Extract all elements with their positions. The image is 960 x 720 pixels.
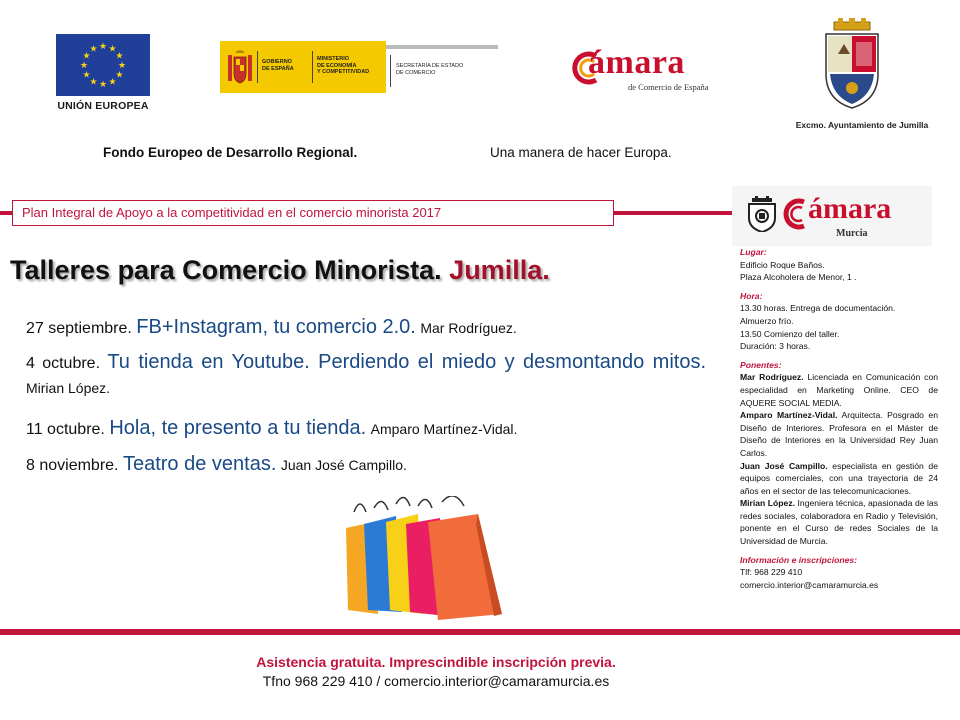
eu-flag-logo xyxy=(56,34,150,96)
camara-murcia-city: Murcia xyxy=(836,228,868,239)
eu-star-icon: ★ xyxy=(82,69,91,80)
info-panel: Lugar: Edificio Roque Baños. Plaza Alcoholera de Menor, 1 . Hora: 13.30 horas. Entrega de documentación. Almuerzo frío. 13.50 Comienzo del taller. Duración: 3 horas. Ponentes: Mar Rodríguez. Licenciada en Comunicación con especialidad en Marketing Online. CEO de AQUERE SOCIAL MEDIA. Amparo Martínez-Vidal. Arquitecta. Posgrado en Diseño de Interiores. Profesora en el Máster de Diseño de Interiores en la Universidad Rey Juan Carlos. Juan José Campillo. especialista en gestión de equipos comerciales, con una trayectoria de 24 años en el sector de las telecomunicaciones. Mirian López. Ingeniera técnica, apasionada de las redes sociales, colaboradora en Radio y Televisión, ponente en el Curso de redes Sociales de la Universidad de Murcia. Información e inscripciones: Tlf: 968 229 410 comercio.interior@camaramurcia.es xyxy=(740,247,939,590)
lugar-line: Edificio Roque Baños. xyxy=(740,259,825,270)
lugar-heading: Lugar xyxy=(740,247,764,257)
ponente-item xyxy=(740,371,938,409)
ministerio-line: Y COMPETITIVIDAD xyxy=(317,69,370,75)
eu-star-icon: ★ xyxy=(89,43,98,54)
ponente-name: Amparo Martínez-Vidal. xyxy=(740,410,838,421)
camara-word: ámara xyxy=(588,44,685,81)
plan-text: Plan Integral de Apoyo a la competitividad en el comercio minorista 2017 xyxy=(22,205,442,220)
session-speaker: Juan José Campillo. xyxy=(280,457,407,473)
eu-star-icon: ★ xyxy=(108,43,117,54)
session-topic: Hola, te presento a tu tienda. xyxy=(109,417,367,439)
session-topic: FB+Instagram, tu comercio 2.0. xyxy=(136,316,416,338)
ponente-name: Mar Rodríguez. xyxy=(740,372,804,383)
eu-stars-icon xyxy=(56,34,150,96)
eu-label: UNIÓN EUROPEA xyxy=(57,100,149,112)
session-speaker: Amparo Martínez-Vidal. xyxy=(370,421,518,437)
coat-of-arms-icon xyxy=(226,47,254,87)
shopping-bags-illustration xyxy=(340,496,510,624)
gobierno-espana-logo xyxy=(220,41,498,93)
camara-sub: de Comercio de España xyxy=(628,82,709,92)
eu-star-icon: ★ xyxy=(79,60,89,70)
hora-line: Almuerzo frío. xyxy=(740,315,794,326)
murcia-crest-icon xyxy=(746,196,778,232)
eu-star-icon: ★ xyxy=(98,41,108,51)
jumilla-coat-of-arms-icon xyxy=(820,18,884,110)
lugar-line: Plaza Alcoholera de Menor, 1 . xyxy=(740,272,857,283)
gobierno-line: DE ESPAÑA xyxy=(262,65,294,72)
eu-star-icon: ★ xyxy=(115,69,124,80)
eu-star-icon: ★ xyxy=(108,76,117,87)
fondo-europeo-text: Fondo Europeo de Desarrollo Regional. xyxy=(103,145,358,160)
page-title xyxy=(10,255,550,286)
session-item xyxy=(26,315,706,341)
eu-star-icon: ★ xyxy=(115,50,124,61)
ayuntamiento-label: Excmo. Ayuntamiento de Jumilla xyxy=(795,120,929,130)
camara-murcia-c-icon xyxy=(780,196,810,232)
session-date: 4 octubre. xyxy=(26,355,101,372)
eu-star-icon: ★ xyxy=(117,60,127,70)
title-place: Jumilla. xyxy=(449,255,550,285)
footer-notice: Asistencia gratuita. Imprescindible inscripción previa. xyxy=(256,654,616,670)
inscripciones-heading: Información e inscripciones xyxy=(740,554,855,565)
info-phone: Tlf: 968 229 410 xyxy=(740,567,803,578)
session-speaker: Mar Rodríguez. xyxy=(420,320,517,336)
shopping-bag-icon xyxy=(428,496,502,620)
ponente-item xyxy=(740,409,938,459)
eu-star-icon: ★ xyxy=(98,79,108,89)
session-date: 11 octubre. xyxy=(26,421,105,438)
eu-star-icon: ★ xyxy=(89,76,98,87)
camara-murcia-logo xyxy=(732,186,932,246)
manera-europa-text: Una manera de hacer Europa. xyxy=(490,145,672,160)
ponente-bio: especialista en gestión de equipos comerciales, con una trayectoria de 24 años en el sector de las telecomunicaciones. xyxy=(740,460,938,496)
gobierno-line: GOBIERNO xyxy=(262,59,292,65)
hora-line: 13.50 Comienzo del taller. xyxy=(740,328,840,339)
session-speaker: Mirian López. xyxy=(26,380,111,396)
ponente-bio: Arquitecta. Posgrado en Diseño de Interiores. Profesora en el Máster de Diseño de Interiores en la Universidad Rey Juan Carlos. xyxy=(740,410,938,458)
ponente-name: Mirian López. xyxy=(740,498,796,509)
ponente-bio: Licenciada en Comunicación con especialidad en Marketing Online. CEO de AQUERE SOCIAL MEDIA. xyxy=(740,372,939,408)
ministerio-line: DE ECONOMÍA xyxy=(317,62,357,69)
session-topic: Tu tienda en Youtube. Perdiendo el miedo y desmontando mitos. xyxy=(107,351,707,373)
title-main: Talleres para Comercio Minorista. xyxy=(10,255,442,285)
session-item xyxy=(26,416,706,442)
hora-heading: Hora xyxy=(740,290,760,301)
footer-divider xyxy=(0,629,960,635)
ministerio-line: MINISTERIO xyxy=(317,56,350,62)
ponente-item xyxy=(740,460,938,498)
ponente-bio: Ingeniera técnica, apasionada de las redes sociales, colaboradora en Radio y Televisión, ponente en el Curso de redes Sociales de la Universidad de Murcia. xyxy=(740,498,938,547)
footer-contact: Tfno 968 229 410 / comercio.interior@camaramurcia.es xyxy=(262,673,610,689)
secretaria-line: DE COMERCIO xyxy=(396,69,436,76)
ponente-name: Juan José Campillo. xyxy=(740,460,828,471)
ponente-item xyxy=(740,497,938,547)
secretaria-line: SECRETARÍA DE ESTADO xyxy=(396,63,464,69)
info-email[interactable]: comercio.interior@camaramurcia.es xyxy=(740,579,879,590)
ponentes-heading: Ponentes xyxy=(740,359,779,370)
hora-line: Duración: 3 horas. xyxy=(740,341,811,352)
camara-murcia-word: ámara xyxy=(808,192,892,225)
eu-star-icon: ★ xyxy=(82,50,91,61)
session-item xyxy=(26,350,706,401)
session-date: 27 septiembre. xyxy=(26,320,132,337)
hora-line: 13.30 horas. Entrega de documentación. xyxy=(740,303,896,314)
session-date: 8 noviembre. xyxy=(26,457,119,474)
session-item xyxy=(26,452,706,478)
camara-espana-logo xyxy=(570,44,730,94)
session-topic: Teatro de ventas. xyxy=(122,453,277,475)
